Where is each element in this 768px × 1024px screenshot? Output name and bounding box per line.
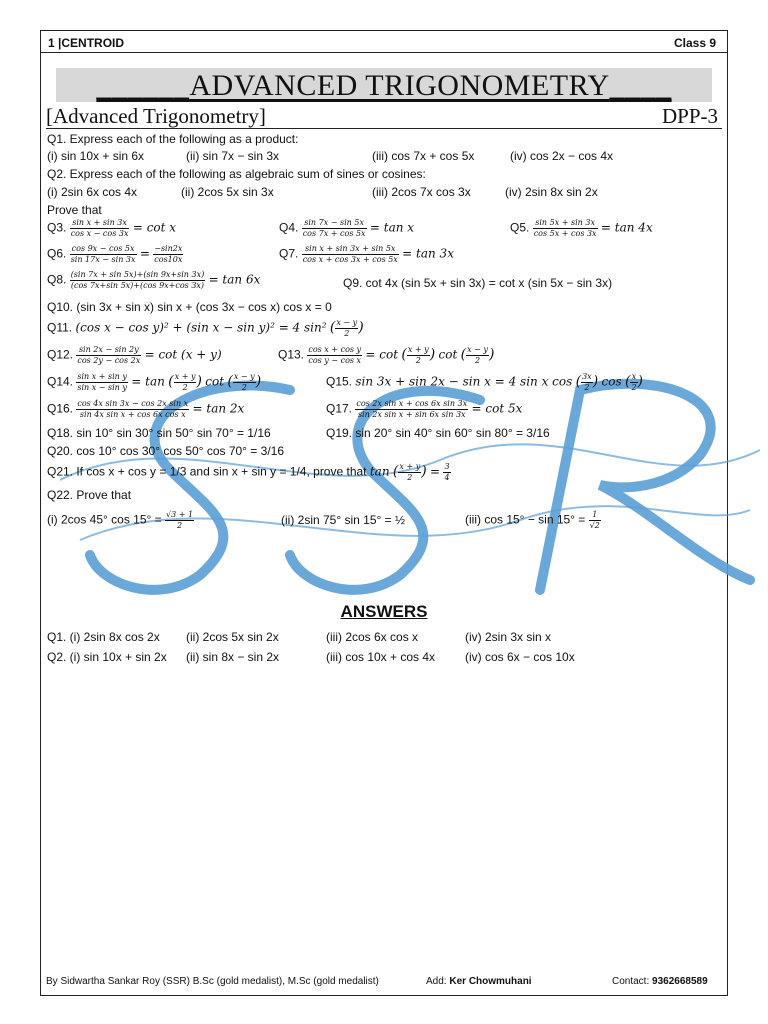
- q3: Q3. $\frac{\text{sin x + sin 3x}}{\text{cos x − cos 3x}}$ = cot x: [47, 218, 177, 238]
- q22-text: Q22. Prove that: [47, 488, 132, 502]
- answer-q2-ii: (ii) sin 8x − sin 2x: [186, 650, 280, 664]
- subtitle-divider: [46, 128, 722, 129]
- q1-part-iii: (iii) cos 7x + cos 5x: [372, 149, 475, 163]
- q18: Q18. sin 10° sin 30° sin 50° sin 70° = 1/16: [47, 426, 271, 440]
- q2-part-i: (i) 2sin 6x cos 4x: [47, 185, 138, 199]
- q12: Q12. $\frac{\sin 2x - \sin 2y}{\cos 2y - \cos 2x}$ = cot (x + y): [47, 345, 222, 365]
- prove-that: Prove that: [47, 203, 102, 217]
- header-left: 1 |CENTROID: [48, 36, 125, 50]
- answer-q2-iv: (iv) cos 6x − cos 10x: [465, 650, 575, 664]
- q13: Q13. $\frac{\text{cos x + cos y}}{\text{cos y − cos x}}$ = cot ( $\frac{x + y}{2}$ ) cot ( $\frac{x - y}{2}$ ): [278, 345, 495, 365]
- q14: Q14. $\frac{\text{sin x + sin y}}{\text{sin x − sin y}}$ = tan ( $\frac{x + y}{2}$ ) cot ( $\frac{x - y}{2}$ ): [47, 372, 262, 392]
- q1-text: Q1. Express each of the following as a product:: [47, 132, 299, 146]
- q16: Q16. $\frac{\text{cos 4x sin 3x − cos 2x sin x}}{\text{sin 4x sin x + cos 6x cos x}}$ = tan 2x: [47, 399, 245, 419]
- subtitle: [Advanced Trigonometry]: [46, 104, 266, 128]
- dpp-label: DPP-3: [661, 104, 718, 128]
- answer-q1-iii: (iii) 2cos 6x cos x: [326, 630, 419, 644]
- q1-part-i: (i) sin 10x + sin 6x: [47, 149, 145, 163]
- q2-part-iii: (iii) 2cos 7x cos 3x: [372, 185, 471, 199]
- q15: Q15. sin 3x + sin 2x − sin x = 4 sin x cos ( $\frac{3x}{2}$ ) cos ( $\frac{x}{2}$ ): [326, 372, 643, 392]
- q8: Q8. $\frac{(\sin 7x + \sin 5x)+(\sin 9x+\sin 3x)}{(\cos 7x+\sin 5x)+(\cos 9x+\cos 3x)}$ = tan 6x: [47, 270, 261, 290]
- q6: Q6. $\frac{\cos 9x - \cos 5x}{\sin 17x - \sin 3x}$ = $\frac{-\sin 2x}{\cos 10x}$: [47, 244, 183, 264]
- q1-part-ii: (ii) sin 7x − sin 3x: [186, 149, 280, 163]
- answer-q2-i: Q2. (i) sin 10x + sin 2x: [47, 650, 167, 664]
- footer-author: By Sidwartha Sankar Roy (SSR) B.Sc (gold medalist), M.Sc (gold medalist): [46, 976, 379, 987]
- q1-part-iv: (iv) cos 2x − cos 4x: [510, 149, 614, 163]
- q22-part-i: (i) 2cos 45° cos 15° = $\frac{√3 + 1}{2}$: [47, 510, 194, 530]
- q21: Q21. If cos x + cos y = 1/3 and sin x + sin y = 1/4, prove that tan ( $\frac{x + y}{2}$ ) = $\frac{3}{4}$: [47, 462, 450, 482]
- q10: Q10. (sin 3x + sin x) sin x + (cos 3x − cos x) cos x = 0: [47, 300, 332, 314]
- q19: Q19. sin 20° sin 40° sin 60° sin 80° = 3/16: [326, 426, 550, 440]
- q2-part-iv: (iv) 2sin 8x sin 2x: [505, 185, 598, 199]
- answer-q1-ii: (ii) 2cos 5x sin 2x: [186, 630, 279, 644]
- footer-contact: Contact: 9362668589: [612, 976, 708, 987]
- q2-part-ii: (ii) 2cos 5x sin 3x: [181, 185, 274, 199]
- answer-q1-i: Q1. (i) 2sin 8x cos 2x: [47, 630, 160, 644]
- q5: Q5. $\frac{\sin 5x + \sin 3x}{\cos 5x + \cos 3x}$ = tan 4x: [510, 218, 653, 238]
- q4: Q4. $\frac{\sin 7x - \sin 5x}{\cos 7x + \cos 5x}$ = tan x: [279, 218, 415, 238]
- footer-address: Add: Ker Chowmuhani: [426, 976, 532, 987]
- q9: Q9. cot 4x (sin 5x + sin 3x) = cot x (sin 5x − sin 3x): [343, 276, 613, 290]
- answers-heading: ANSWERS: [340, 602, 428, 621]
- header-divider: [40, 52, 728, 53]
- q17: Q17. $\frac{\text{cos 2x sin x + cos 6x sin 3x}}{\text{sin 2x sin x + sin 6x sin 3x}}$ = cot 5x: [326, 399, 523, 419]
- page-title: ______ADVANCED TRIGONOMETRY____: [96, 69, 672, 102]
- q2-text: Q2. Express each of the following as algebraic sum of sines or cosines:: [47, 167, 426, 181]
- q22-part-iii: (iii) cos 15° − sin 15° = $\frac{1}{√2}$: [465, 510, 600, 530]
- answer-q1-iv: (iv) 2sin 3x sin x: [465, 630, 552, 644]
- q11: Q11. (cos x − cos y)² + (sin x − sin y)² = 4 sin² ( $\frac{x - y}{2}$ ): [47, 318, 364, 338]
- header-right: Class 9: [673, 36, 716, 50]
- q22-part-ii: (ii) 2sin 75° sin 15° = ½: [281, 513, 405, 527]
- q20: Q20. cos 10° cos 30° cos 50° cos 70° = 3/16: [47, 444, 284, 458]
- answer-q2-iii: (iii) cos 10x + cos 4x: [326, 650, 436, 664]
- q7: Q7. $\frac{\text{sin x + sin 3x + sin 5x}}{\text{cos x + cos 3x + cos 5x}}$ = tan 3x: [279, 244, 454, 264]
